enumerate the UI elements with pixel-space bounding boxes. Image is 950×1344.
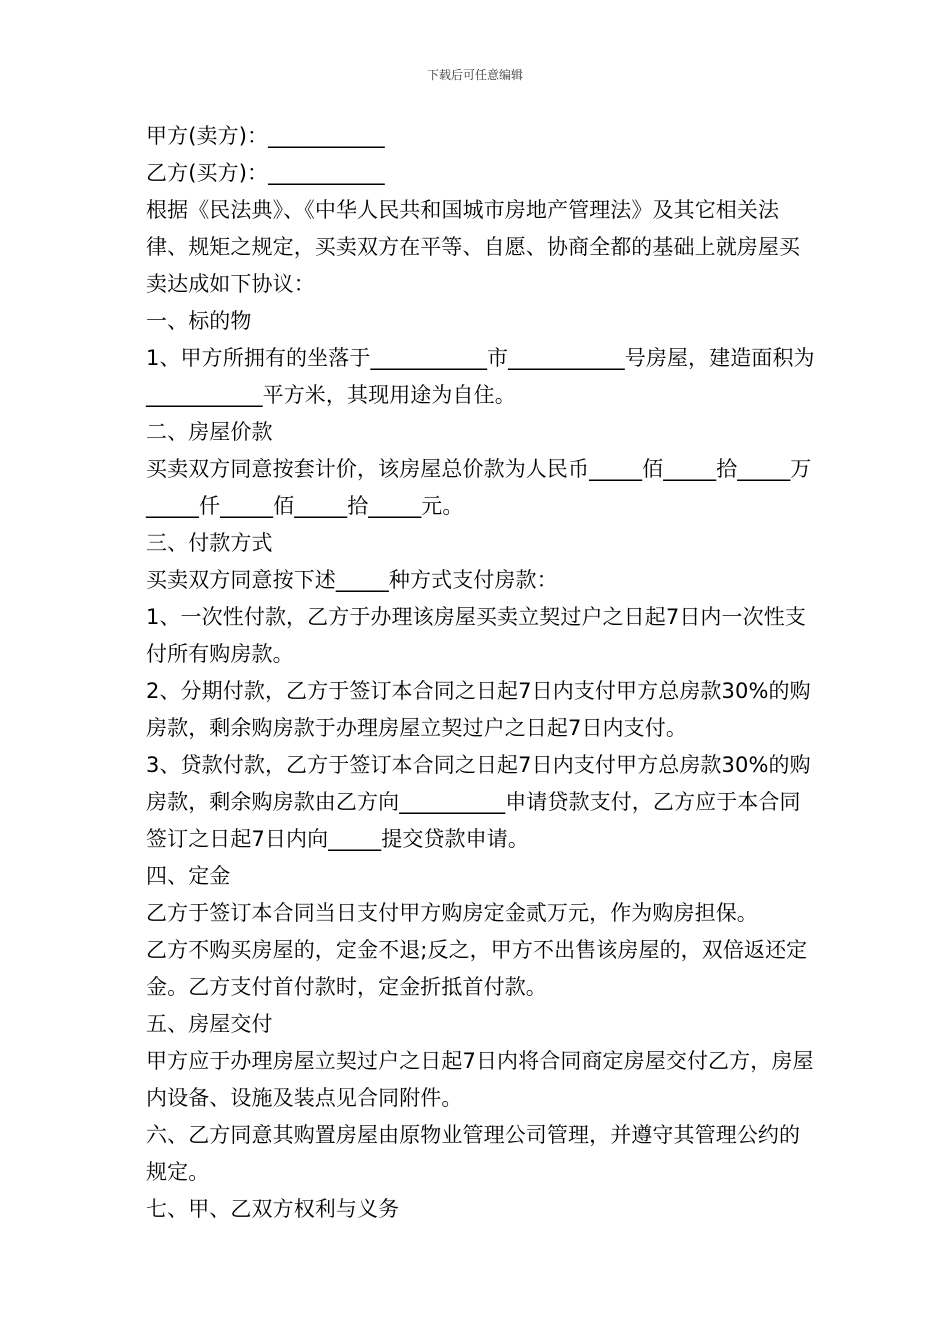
section-heading-price: 二、房屋价款 (146, 420, 273, 444)
contract-body (146, 118, 816, 1228)
page-header-note: 下载后可任意编辑 (426, 68, 523, 82)
deposit-paragraph-1: 乙方于签订本合同当日支付甲方购房定金贰万元，作为购房担保。 (146, 901, 758, 925)
payment-option-installment: 2、分期付款，乙方于签订本合同之日起7日内支付甲方总房款30%的购房款，剩余购房款于办理房屋立契过户之日起7日内支付。 (146, 679, 811, 740)
payment-option-lump-sum: 1、一次性付款，乙方于办理该房屋买卖立契过户之日起7日内一次性支付所有购房款。 (146, 605, 806, 666)
section-heading-rights: 七、甲、乙双方权利与义务 (146, 1197, 400, 1221)
section-heading-deposit: 四、定金 (146, 864, 231, 888)
delivery-paragraph: 甲方应于办理房屋立契过户之日起7日内将合同商定房屋交付乙方，房屋内设备、设施及装点见合同附件。 (146, 1049, 814, 1110)
preamble-paragraph: 根据《民法典》、《中华人民共和国城市房地产管理法》及其它相关法律、规矩之规定，买卖双方在平等、自愿、协商全都的基础上就房屋买卖达成如下协议： (146, 198, 801, 296)
seller-line: 甲方(卖方)：___________ (146, 124, 385, 148)
section-heading-delivery: 五、房屋交付 (146, 1012, 273, 1036)
section-heading-subject: 一、标的物 (146, 309, 252, 333)
payment-intro-paragraph: 买卖双方同意按下述_____种方式支付房款： (146, 568, 558, 592)
price-paragraph: 买卖双方同意按套计价，该房屋总价款为人民币_____佰_____拾_____万_____仟_____佰_____拾_____元。 (146, 457, 812, 518)
buyer-line: 乙方(买方)：___________ (146, 161, 385, 185)
deposit-paragraph-2: 乙方不购买房屋的，定金不退;反之，甲方不出售该房屋的，双倍返还定金。乙方支付首付款时，定金折抵首付款。 (146, 938, 808, 999)
section-heading-payment: 三、付款方式 (146, 531, 273, 555)
payment-option-loan: 3、贷款付款，乙方于签订本合同之日起7日内支付甲方总房款30%的购房款，剩余购房款由乙方向__________申请贷款支付，乙方应于本合同签订之日起7日内向_____提交贷款申请。 (146, 753, 811, 851)
subject-paragraph: 1、甲方所拥有的坐落于___________市___________号房屋，建造面积为___________平方米，其现用途为自住。 (146, 346, 815, 407)
property-management-paragraph: 六、乙方同意其购置房屋由原物业管理公司管理，并遵守其管理公约的规定。 (146, 1123, 801, 1184)
